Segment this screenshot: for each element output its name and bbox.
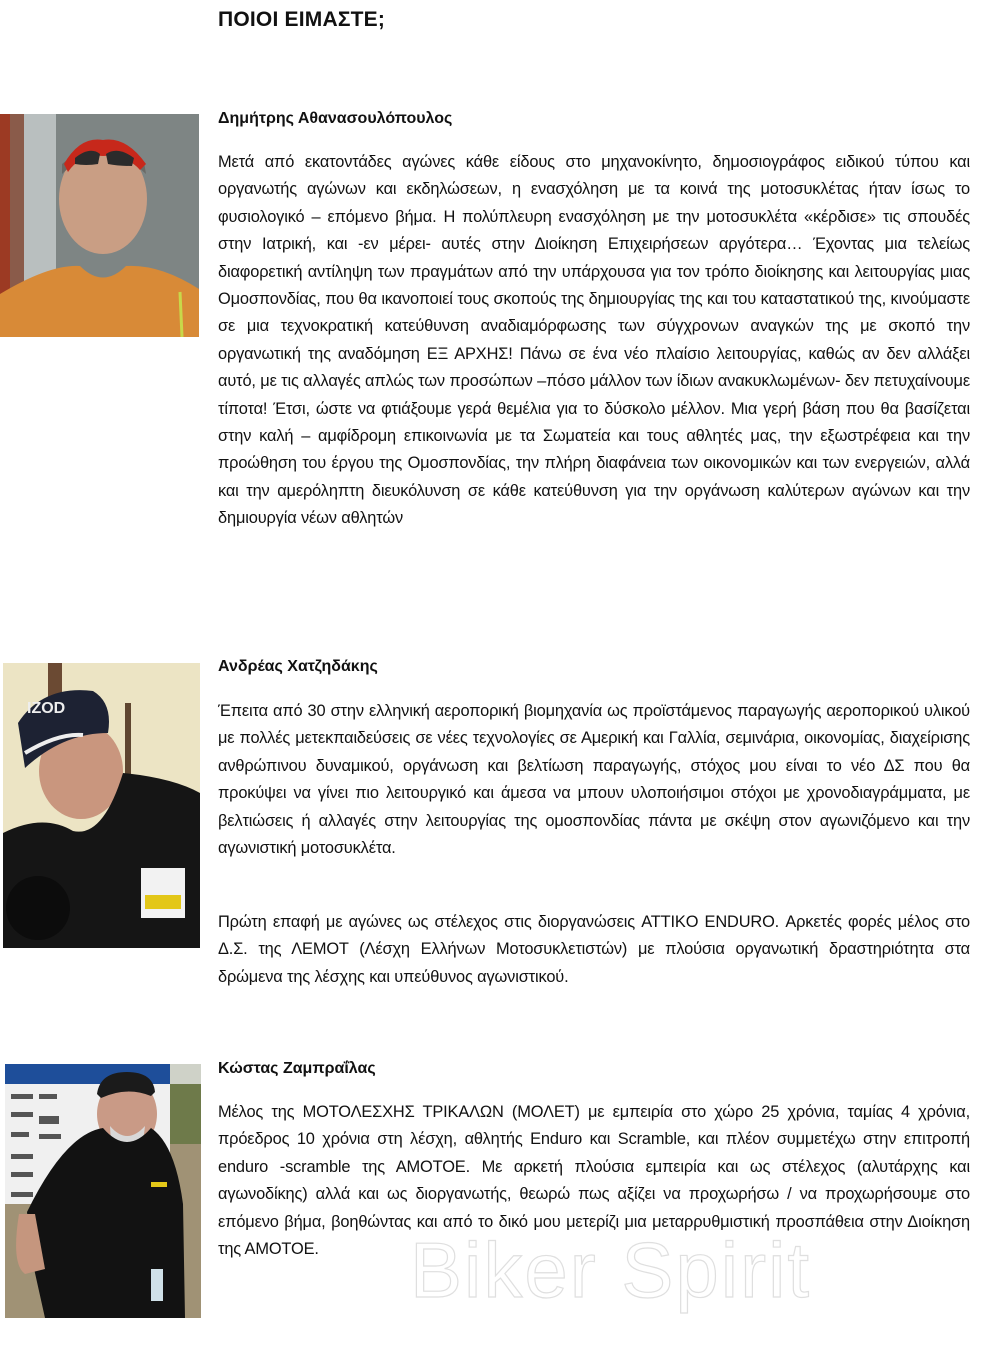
- portrait-photo-icon: [0, 114, 199, 337]
- member-bio: Έπειτα από 30 στην ελληνική αεροπορική βιομηχανία ως προϊστάμενος παραγωγής αεροπορικού υλικού με πολλές μετεκπαιδεύσεις σε νέες τεχνολογίες σε Αμερική και Γαλλία, σεμινάρια, οικονομίας, διαχείρισης ανθρώπινου δυναμικού, οργάνωση και βελτίωση παραγωγής, στόχος μου είναι το νέο ΔΣ που θα προκύψει να γίνει πιο λειτουργικό και άμεσα να μπουν υλοποιήσιμοι στόχοι με χρονοδιαγράμματα, με βελτιώσεις ή αλλαγές στην λειτουργίας της ομοσπονδίας πάντα με σκέψη στον αγωνιζόμενο και την αγωνιστική μοτοσυκλέτα.: [218, 702, 970, 858]
- watermark: Biker Spirit: [410, 1226, 812, 1314]
- member-photo: [3, 663, 200, 948]
- member-bio: Μετά από εκατοντάδες αγώνες κάθε είδους στο μηχανοκίνητο, δημοσιογράφος ειδικού τύπου και οργανωτής αγώνων και εκδηλώσεων, η ενασχόληση με τα κοινά της μοτοσυκλέτας ήταν ίσως το φυσιολογικό – επόμενο βήμα. Η πολύπλευρη ενασχόληση με την μοτοσυκλέτα «κέρδισε» τις σπουδές στην Ιατρική, και -εν μέρει- αυτές στην Διοίκηση Επιχειρήσεων αργότερα… Έχοντας μια τελείως διαφορετική αντίληψη των πραγμάτων από την υπάρχουσα για τον τρόπο διοίκησης και λειτουργίας μιας Ομοσπονδίας, που θα ικανοποιεί τους σκοπούς της δημιουργίας της και του καταστατικού της, κινούμαστε σε μια τεχνοκρατική κατεύθυνση αναδιαμόρφωσης των σύγχρονων αναγκών της με σκοπό την οργανωτική της αναδόμηση ΕΞ ΑΡΧΗΣ! Πάνω σε ένα νέο πλαίσιο λειτουργίας, καθώς αν δεν αλλάξει αυτό, με τις αλλαγές απλώς των προσώπων –πόσο μάλλον των ίδιων ανακυκλωμένων- δεν πετυχαίνουμε τίποτα! Έτσι, ώστε να φτιάξουμε γερά θεμέλια για το δύσκολο μέλλον. Μια γερή βάση που θα βασίζεται στην καλή – αμφίδρομη επικοινωνία με τα Σωματεία και τους αθλητές μας, την εξωστρέφεια και την προώθηση του έργου της Ομοσπονδίας, την πλήρη διαφάνεια των οικονομικών και των ενεργειών, αλλά και την αμερόληπτη διευκόλυνση σε κάθε κατεύθυνση για την οργάνωση καλύτερων αγώνων και την δημιουργία νέων αθλητών: [218, 153, 970, 528]
- member-name: Ανδρέας Χατζηδάκης: [218, 658, 378, 675]
- portrait-photo-icon: [5, 1064, 201, 1318]
- member-photo: [0, 114, 199, 337]
- portrait-photo-icon: [3, 663, 200, 948]
- member-bio: Μέλος της ΜΟΤΟΛΕΣΧΗΣ ΤΡΙΚΑΛΩΝ (ΜΟΛΕΤ) με εμπειρία στο χώρο 25 χρόνια, ταμίας 4 χρόνια, πρόεδρος 10 χρόνια στη λέσχη, αθλητής Enduro και Scramble, και πλέον συμμετέχω στην επιτροπή enduro -scramble της ΑΜΟΤΟΕ. Με αρκετή πλούσια εμπειρία και ως στέλεχος (αλυτάρχης και αγωνοδίκης) αλλά και ως διοργανωτής, θεωρώ πως αξίζει να προχωρήσω / να προχωρήσουμε στο επόμενο βήμα, βοηθώντας και από το δικό μου μετερίζι μια μεταρρυθμιστική προσπάθεια στην Διοίκηση της ΑΜΟΤΟΕ.: [218, 1103, 970, 1259]
- member-name: Κώστας Ζαμπραΐλας: [218, 1060, 376, 1077]
- member-bio: Πρώτη επαφή με αγώνες ως στέλεχος στις διοργανώσεις ATTIKO ENDURO. Αρκετές φορές μέλος στο Δ.Σ. της ΛΕΜΟΤ (Λέσχη Ελλήνων Μοτοσυκλετιστών) με πλούσια οργανωτική δραστηριότητα στα δρώμενα της λέσχης και υπεύθυνος αγωνιστικού.: [218, 913, 970, 986]
- member-name: Δημήτρης Αθανασουλόπουλος: [218, 110, 453, 127]
- page-title: ΠΟΙΟΙ ΕΙΜΑΣΤΕ;: [218, 8, 386, 31]
- member-photo: [5, 1064, 201, 1318]
- svg-text:IZOD: IZOD: [27, 700, 66, 717]
